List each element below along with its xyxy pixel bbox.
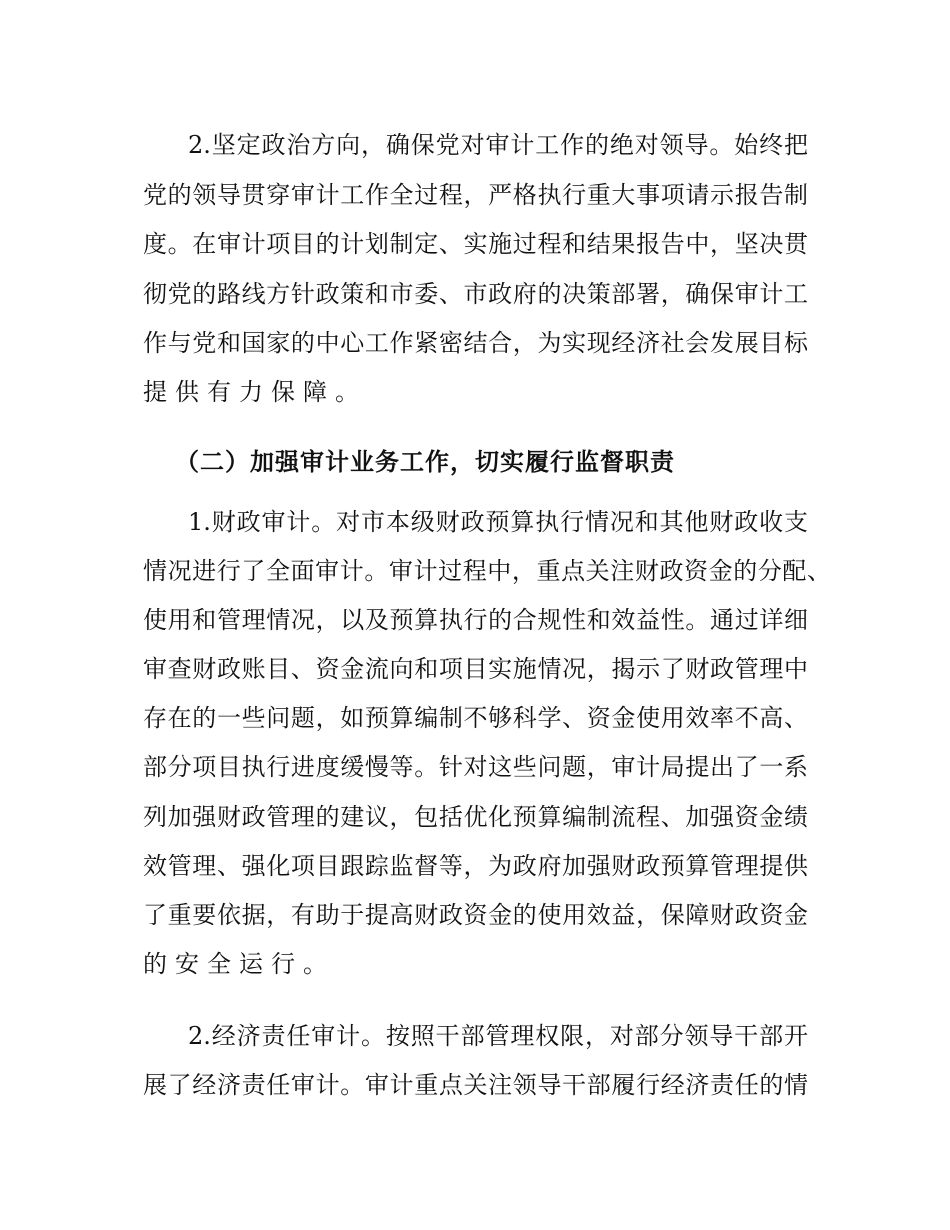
text-line: 提供有力保障。: [143, 378, 367, 406]
text-line: 审查财政账目、资金流向和项目实施情况，揭示了财政管理中: [143, 655, 808, 683]
text-line: 情况进行了全面审计。审计过程中，重点关注财政资金的分配、: [143, 557, 831, 585]
text-line: 展了经济责任审计。审计重点关注领导干部履行经济责任的情: [143, 1071, 808, 1099]
text-line: 作与党和国家的中心工作紧密结合，为实现经济社会发展目标: [143, 329, 808, 357]
text-line: 列加强财政管理的建议，包括优化预算编制流程、加强资金绩: [143, 803, 808, 831]
text-line: 1.财政审计。对市本级财政预算执行情况和其他财政收支: [188, 508, 808, 536]
text-line: 存在的一些问题，如预算编制不够科学、资金使用效率不高、: [143, 704, 808, 732]
text-line: 效管理、强化项目跟踪监督等，为政府加强财政预算管理提供: [143, 852, 808, 880]
text-line: 彻党的路线方针政策和市委、市政府的决策部署，确保审计工: [143, 280, 808, 308]
text-line: 2.经济责任审计。按照干部管理权限，对部分领导干部开: [188, 1022, 808, 1050]
text-line: 部分项目执行进度缓慢等。针对这些问题，审计局提出了一系: [143, 753, 808, 781]
text-line: 的安全运行。: [143, 950, 335, 978]
text-line: 使用和管理情况，以及预算执行的合规性和效益性。通过详细: [143, 606, 808, 634]
section-heading: （二）加强审计业务工作，切实履行监督职责: [175, 447, 675, 476]
text-line: 度。在审计项目的计划制定、实施过程和结果报告中，坚决贯: [143, 230, 808, 258]
text-line: 2.坚定政治方向，确保党对审计工作的绝对领导。始终把: [188, 131, 808, 159]
text-line: 党的领导贯穿审计工作全过程，严格执行重大事项请示报告制: [143, 181, 808, 209]
text-line: 了重要依据，有助于提高财政资金的使用效益，保障财政资金: [143, 901, 808, 929]
